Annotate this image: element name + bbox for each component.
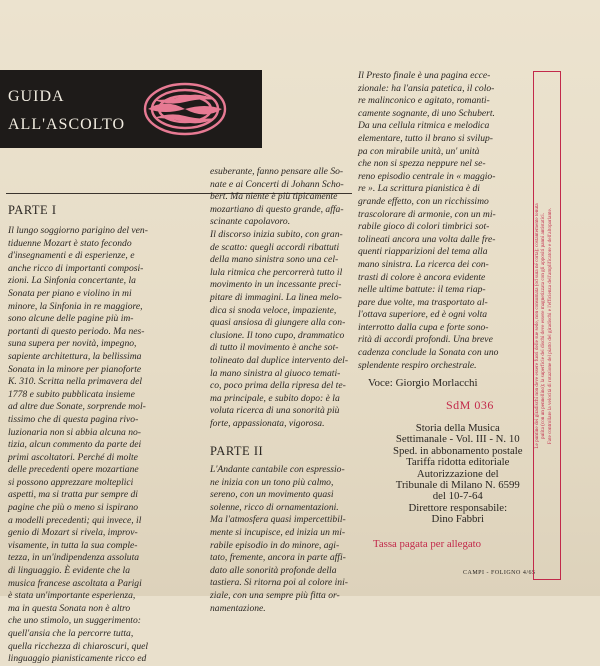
care-instructions-box bbox=[533, 71, 561, 580]
publication-info: Storia della Musica Settimanale - Vol. III - N. 10 Sped. in abbonamento postale Tariffa ridotta editoriale Autorizzazione del Tribunale di Milano N. 6599 del 10-7-64 Direttore responsabile: Dino Fabbri bbox=[393, 422, 523, 526]
text-column-1: Il lungo soggiorno parigino del ven- tiduenne Mozart è stato fecondo d'insegnamenti e di esperienze, e anche ricco di importanti composi- zioni. La Sinfonia concertante, la Sonata per piano e violino in mi minore, la Sinfonia in re maggiore, sono alcune delle pagine più im- portanti di questo periodo. Ma nes- suna supera per novità, impegno, sapiente architettura, la bellissima Sonata in la minore per pianoforte K. 310. Scritta nella primavera del 1778 e subito pubblicata insieme ad altre due Sonate, sorprende mol- tissimo che di questa pagina rivo- luzionaria non si abbia alcuna no- tizia, alcun commento da parte dei primi ascoltatori. Perché di molte delle precedenti opere mozartiane si possono apprezzare molteplici aspetti, ma si tratta pur sempre di pagine che più o meno si ispirano a modelli precedenti; qui invece, il genio di Mozart si rivela, improv- visamente, in tutta la sua comple- tezza, in un'indipendenza assoluta di linguaggio. È evidente che la musica francese ascoltata a Parigi è stata un'importante esperienza, ma in questa Sonata non è altro che uno stimolo, un suggerimento: quell'ansia che la percorre tutta, quella ricchezza di chiaroscuri, quel linguaggio pianisticamente ricco ed bbox=[8, 225, 149, 665]
header-title-line1: GUIDA bbox=[8, 88, 65, 105]
header-title-line2: ALL'ASCOLTO bbox=[8, 116, 126, 133]
care-instructions-text: Le puntine dei giradischi non deve essere fuori delle sue sede, non consumata (od sura né corta); costantemente tenuta pulita (con un pennellino); la superficie dei dischi deve essere magnetizzata con gli appositi panni antistatici. Fate controllare la velocità di rotazione del piatto del giradischi e l'efficienza dell'amplificatore e dell'altoparlante. bbox=[534, 203, 553, 449]
text-column-2: esuberante, fanno pensare alle So- nate e ai Concerti di Johann Scho- bert. Ma niente è più tipicamente mozartiano di questo grande, affa- scinante capolavoro. Il discorso inizia subito, con gran- de scatto: quegli accordi ribattuti della mano sinistra sono una cel- lula ritmica che percorrerà tutto il movimento in un incessante preci- pitare di immagini. La linea melo- dica si snoda veloce, impaziente, quasi ansiosa di giungere alla con- clusione. Il tono cupo, drammatico di tutto il movimento è anche sot- tolineato dal duplice intervento del- la mano sinistra al giuoco temati- co, poco prima della ripresa del te- ma principale, e subito dopo: è la voluta ricerca di una sonorità più forte, appassionata, vigorosa. bbox=[210, 166, 349, 429]
section-heading-part1: PARTE I bbox=[8, 203, 57, 217]
catalog-code: SdM 036 bbox=[446, 398, 494, 412]
narrator-credit: Voce: Giorgio Morlacchi bbox=[368, 377, 478, 389]
printer-credit: CAMPI - FOLIGNO 4/65 bbox=[463, 570, 536, 576]
publisher-logo-icon bbox=[140, 78, 230, 140]
text-column-3: L'Andante cantabile con espressio- ne inizia con un tono più calmo, sereno, con un movimento quasi solenne, ricco di ornamentazioni. Ma l'atmosfera quasi impercettibil- mente si incupisce, ed inizia un mi- rabile episodio in do minore, agi- tato, fremente, ancora in parte affi- dato alle sonorità profonde della tastiera. Si ritorna poi al colore ini- ziale, con una sempre più fitta or- namentazione. bbox=[210, 464, 348, 614]
tax-note: Tassa pagata per allegato bbox=[373, 538, 482, 550]
section-heading-part2: PARTE II bbox=[210, 444, 264, 458]
header-banner bbox=[0, 70, 262, 148]
text-column-4: Il Presto finale è una pagina ecce- zionale: ha l'ansia patetica, il colo- re malinconico e agitato, romanti- camente sognante, di uno Schubert. Da una cellula ritmica e melodica elementare, tutto il brano si svilup- pa con mirabile unità, un' unità che non si spezza neppure nel se- reno episodio centrale in « maggio- re ». La scrittura pianistica è di grande effetto, con un ricchissimo trascolorare di armonie, con un mi- rabile gioco di colori timbrici sot- tolineati ancora una volta dalle fre- quenti riapparizioni del tema alla mano sinistra. La ricerca dei con- trasti di colore è ancora evidente nelle ultime battute: il tema riap- pare due volte, ma trasportato al- l'ottava superiore, ed è ogni volta interrotto dalla cupa e forte sono- rità di accordi profondi. Una breve cadenza conclude la Sonata con uno splendente respiro orchestrale. bbox=[358, 70, 499, 371]
